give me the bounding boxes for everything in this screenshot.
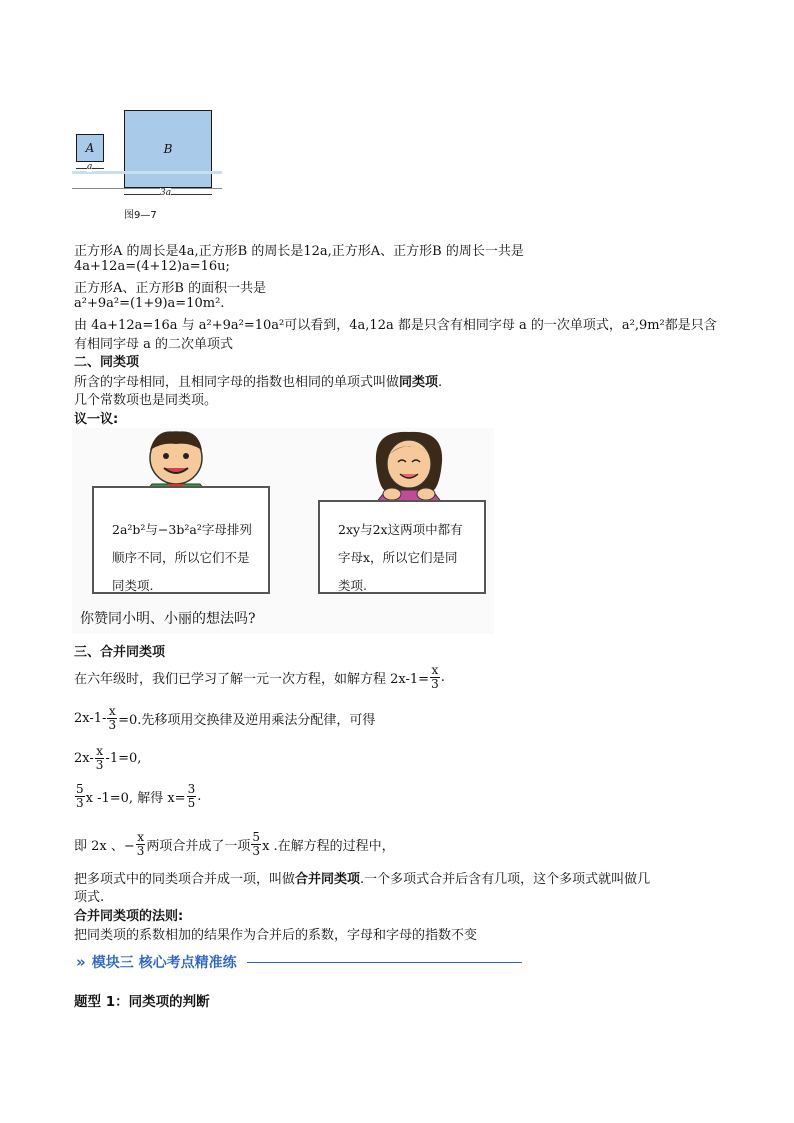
fraction-3-over-5: $\frac{3}{5}$ xyxy=(187,782,196,810)
para-area-eq: a²+9a²=(1+9)a=10m². xyxy=(74,296,225,311)
section3-heading: 三、合并同类项 xyxy=(74,645,166,660)
topic-heading: 题型 1：同类项的判断 xyxy=(74,994,210,1010)
double-chevron-icon: » xyxy=(76,953,86,971)
girl-illustration xyxy=(354,428,464,508)
girl-speech-box: 2xy与2x这两项中都有字母x，所以它们是同类项. xyxy=(318,500,486,594)
fraction-x-over-3: $\frac{x}{3}$ xyxy=(431,663,439,691)
cartoon-question: 你赞同小明、小丽的想法吗? xyxy=(80,611,256,627)
equation-step2: 2x- $\frac{x}{3}$ -1=0, xyxy=(74,744,142,772)
rule-heading: 合并同类项的法则: xyxy=(74,909,184,924)
equation-intro: 在六年级时，我们已学习了解一元一次方程，如解方程 2x-1= $\frac{x}{3}$ . xyxy=(74,663,445,691)
dim-a-label: a xyxy=(87,162,93,172)
para-observe: 由 4a+12a=16a 与 a²+9a²=10a²可以看到，4a,12a 都是只含有相同字母 a 的一次单项式，a²,9m²都是只含 xyxy=(74,318,717,333)
boy-speech-box: 2a²b²与−3b²a²字母排列顺序不同，所以它们不是同类项. xyxy=(92,486,270,594)
section2-heading: 二、同类项 xyxy=(74,355,140,370)
module-banner xyxy=(76,952,522,972)
constant-note: 几个常数项也是同类项。 xyxy=(74,393,218,408)
combine-definition: 把多项式中的同类项合并成一项，叫做合并同类项.一个多项式合并后含有几项，这个多项式就叫做几 xyxy=(74,872,651,887)
para-perimeter-eq: 4a+12a=(4+12)a=16u; xyxy=(74,259,230,274)
rule-text: 把同类项的系数相加的结果作为合并后的系数，字母和字母的指数不变 xyxy=(74,928,478,943)
fraction-x-over-3: $\frac{x}{3}$ xyxy=(108,704,117,732)
figure-caption: 图9—7 xyxy=(124,210,157,221)
fraction-x-over-3: $\frac{x}{3}$ xyxy=(95,744,104,772)
square-a xyxy=(76,134,104,162)
similar-term-keyword: 同类项 xyxy=(399,375,439,390)
square-b-label: B xyxy=(163,142,173,156)
para-area: 正方形A、正方形B 的面积一共是 xyxy=(74,281,267,296)
figure-squares xyxy=(72,108,222,224)
combine-keyword: 合并同类项 xyxy=(295,872,361,887)
baseline-line xyxy=(72,188,222,189)
fraction-x-over-3: $\frac{x}{3}$ xyxy=(136,830,145,858)
discuss-heading: 议一议: xyxy=(74,412,119,427)
equation-step1: 2x-1- $\frac{x}{3}$ =0.先移项用交换律及逆用乘法分配律，可得 xyxy=(74,704,376,732)
equation-step3: $\frac{5}{3}$ x -1=0, 解得 x= $\frac{3}{5}$ . xyxy=(76,782,202,810)
square-b xyxy=(124,110,212,188)
square-a-label: A xyxy=(85,141,95,155)
para-observe-cont: 有相同字母 a 的二次单项式 xyxy=(74,337,234,352)
module-title: 模块三 核心考点精准练 xyxy=(91,955,237,971)
combine-definition-cont: 项式. xyxy=(74,890,105,905)
combine-explanation: 即 2x 、− $\frac{x}{3}$ 两项合并成了一项 $\frac{5}{3}$ x .在解方程的过程中， xyxy=(74,830,395,858)
dim-b-label: 3a xyxy=(160,188,172,198)
para-perimeter: 正方形A 的周长是4a,正方形B 的周长是12a,正方形A、正方形B 的周长一共是 xyxy=(74,244,524,259)
similar-term-definition: 所含的字母相同，且相同字母的指数也相同的单项式叫做同类项. xyxy=(74,375,443,390)
fraction-5-over-3: $\frac{5}{3}$ xyxy=(76,782,84,810)
fraction-5-over-3: $\frac{5}{3}$ xyxy=(252,830,261,858)
cartoon-illustration xyxy=(72,428,494,634)
module-divider xyxy=(247,962,522,963)
baseline-blue xyxy=(72,171,222,174)
